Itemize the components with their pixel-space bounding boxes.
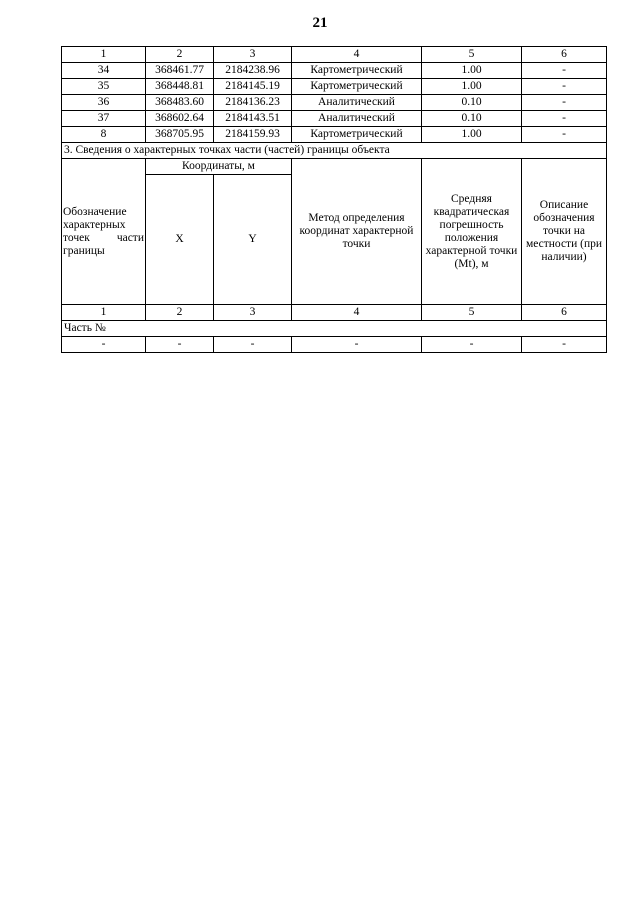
empty-cell: - [292,337,422,353]
description-cell: - [522,63,607,79]
point-id-cell: 37 [62,111,146,127]
point-id-cell: 35 [62,79,146,95]
empty-cell: - [522,337,607,353]
column-number-cell: 1 [62,305,146,321]
header-cell: 4 [292,47,422,63]
part-label: Часть № [62,321,607,337]
table-row [62,79,607,95]
column-number-cell: 4 [292,305,422,321]
point-id-cell: 8 [62,127,146,143]
section-title-row [62,143,607,159]
section-header-row [62,159,607,175]
column-number-cell: 2 [146,305,214,321]
accuracy-cell: 0.10 [422,95,522,111]
table-header-row [62,47,607,63]
empty-cell: - [422,337,522,353]
accuracy-header: Средняя квадратическая погрешность положения характерной точки (Mt), м [422,159,522,305]
x-coordinate-cell: 368705.95 [146,127,214,143]
point-designation-line: Обозначение [63,205,127,218]
x-coordinate-cell: 368602.64 [146,111,214,127]
table-row [62,337,607,353]
y-coordinate-cell: 2184145.19 [214,79,292,95]
header-cell: 5 [422,47,522,63]
method-cell: Картометрический [292,127,422,143]
description-header: Описание обозначения точки на местности (при наличии) [522,159,607,305]
method-cell: Картометрический [292,63,422,79]
y-coordinate-cell: 2184143.51 [214,111,292,127]
table-row [62,63,607,79]
section-title: 3. Сведения о характерных точках части (частей) границы объекта [62,143,607,159]
method-cell: Аналитический [292,95,422,111]
accuracy-cell: 1.00 [422,79,522,95]
part-row [62,321,607,337]
header-cell: 6 [522,47,607,63]
table-row [62,95,607,111]
x-coordinate-cell: 368483.60 [146,95,214,111]
accuracy-cell: 0.10 [422,111,522,127]
column-number-cell: 5 [422,305,522,321]
y-coordinate-cell: 2184159.93 [214,127,292,143]
description-cell: - [522,79,607,95]
method-header: Метод определения координат характерной точки [292,159,422,305]
point-designation-line: границы [63,244,105,257]
point-id-cell: 36 [62,95,146,111]
x-header: X [146,175,214,305]
method-cell: Аналитический [292,111,422,127]
accuracy-cell: 1.00 [422,127,522,143]
y-coordinate-cell: 2184238.96 [214,63,292,79]
table-row [62,111,607,127]
coordinates-header: Координаты, м [146,159,292,175]
boundary-points-table [61,46,607,353]
description-cell: - [522,111,607,127]
header-cell: 3 [214,47,292,63]
x-coordinate-cell: 368461.77 [146,63,214,79]
point-designation-line: точек части [63,231,144,244]
x-coordinate-cell: 368448.81 [146,79,214,95]
description-cell: - [522,95,607,111]
point-id-cell: 34 [62,63,146,79]
empty-cell: - [62,337,146,353]
point-designation-header [62,159,146,305]
header-cell: 1 [62,47,146,63]
method-cell: Картометрический [292,79,422,95]
column-number-row [62,305,607,321]
table-row [62,127,607,143]
column-number-cell: 6 [522,305,607,321]
empty-cell: - [146,337,214,353]
page-number: 21 [312,15,328,31]
y-coordinate-cell: 2184136.23 [214,95,292,111]
y-header: Y [214,175,292,305]
column-number-cell: 3 [214,305,292,321]
accuracy-cell: 1.00 [422,63,522,79]
description-cell: - [522,127,607,143]
point-designation-line: характерных [63,218,126,231]
header-cell: 2 [146,47,214,63]
empty-cell: - [214,337,292,353]
